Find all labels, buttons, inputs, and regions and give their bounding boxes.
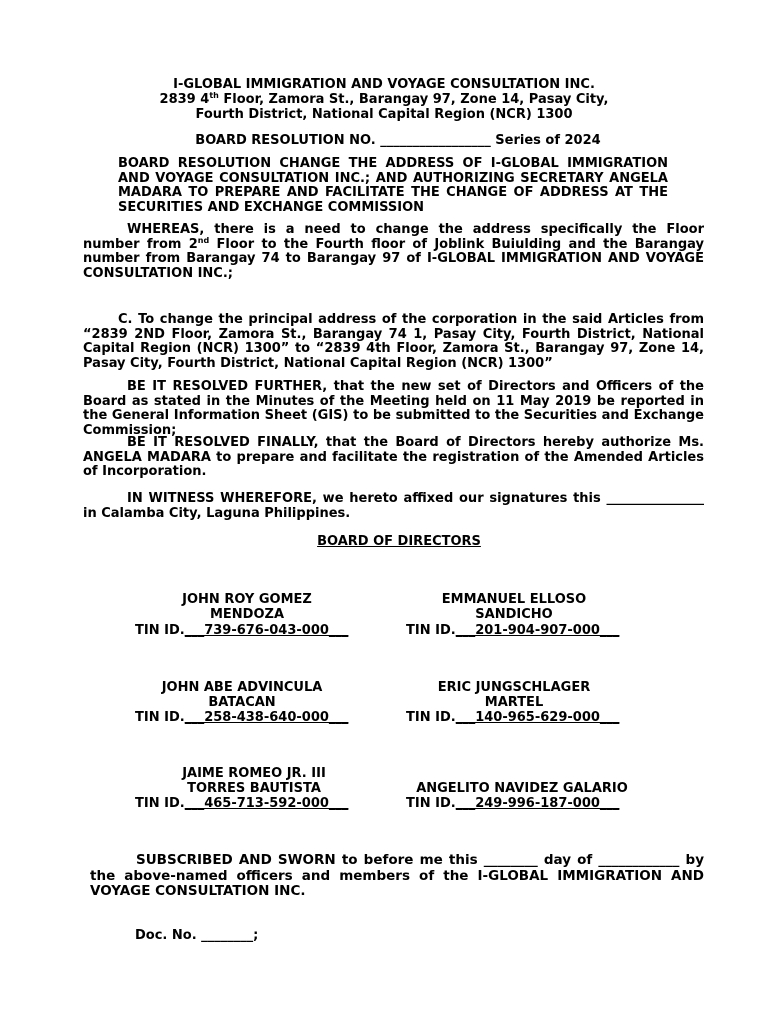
director-name [129, 766, 379, 796]
whereas-sup: nd [197, 235, 210, 245]
clause-c [83, 313, 704, 371]
director-name [117, 680, 367, 710]
director-name-line2: MARTEL [484, 695, 544, 710]
director-tin [406, 710, 619, 725]
director-name-line2: BATACAN [208, 695, 276, 710]
tin-number: ___258-438-640-000___ [184, 710, 349, 725]
director-name-line1: JAIME ROMEO JR. III [182, 766, 326, 781]
clause-c-text: C. To change the principal address of the corporation in the said Articles from “2839 2ND Floor, Zamora St., Barangay 74 1, Pasay City, Fourth District, National Capital Region (NCR) 1300” to “2839 4th Floor, Zamora St., Barangay 97, Zone 14, Pasay City, Fourth District, National Capital Region (NCR) 1300” [83, 312, 704, 371]
address-line1-sup: th [209, 91, 219, 100]
director-name-line2: SANDICHO [475, 607, 553, 622]
director-name-line2: TORRES BAUTISTA [187, 781, 321, 796]
director-name-line1: EMMANUEL ELLOSO [441, 592, 587, 607]
address-line1-pre: 2839 4 [159, 92, 210, 107]
director-name [389, 592, 639, 622]
tin-label: TIN ID. [406, 623, 456, 638]
director-name-line1: JOHN ROY GOMEZ [182, 592, 312, 607]
tin-number: ___465-713-592-000___ [184, 796, 349, 811]
whereas-clause [83, 223, 704, 281]
tin-number: ___201-904-907-000___ [455, 623, 620, 638]
subscribed-sworn [90, 853, 704, 900]
director-tin [406, 623, 619, 638]
director-name-line1: JOHN ABE ADVINCULA [161, 680, 323, 695]
tin-label: TIN ID. [135, 796, 185, 811]
doc-number: Doc. No. ________; [135, 928, 259, 943]
director-tin [135, 796, 348, 811]
director-tin [406, 796, 619, 811]
whereas-pre: WHEREAS, there is a need to change the address specifically the Floor number from 2 [83, 222, 704, 252]
tin-number: ___739-676-043-000___ [184, 623, 349, 638]
resolved-further-text: BE IT RESOLVED FURTHER, that the new set of Directors and Officers of the Board as stated in the Minutes of the Meeting held on 11 May 2019 be reported in the General Information Sheet (GIS) to be submitted to the Securities and Exchange Commission; [83, 379, 704, 438]
resolved-further [83, 380, 704, 438]
director-name [396, 781, 648, 796]
director-name-line2: ANGELITO NAVIDEZ GALARIO [416, 781, 628, 796]
director-tin [135, 623, 348, 638]
resolution-title: BOARD RESOLUTION CHANGE THE ADDRESS OF I-GLOBAL IMMIGRATION AND VOYAGE CONSULTATION INC.; AND AUTHORIZING SECRETARY ANGELA MADARA TO PREPARE AND FACILITATE THE CHANGE OF ADDRESS AT THE SECURITIES AND EXCHANGE COMMISSION [118, 156, 668, 215]
document-header [0, 77, 768, 122]
director-tin [135, 710, 348, 725]
director-name-line2: MENDOZA [209, 607, 285, 622]
resolution-number: BOARD RESOLUTION NO. _________________ Series of 2024 [195, 133, 601, 148]
tin-label: TIN ID. [406, 710, 456, 725]
company-address-line2: Fourth District, National Capital Region (NCR) 1300 [195, 107, 573, 122]
witness-text: IN WITNESS WHEREFORE, we hereto affixed our signatures this _______________ in Calamba City, Laguna Philippines. [83, 491, 704, 521]
director-name [122, 592, 372, 622]
resolved-finally-text: BE IT RESOLVED FINALLY, that the Board of Directors hereby authorize Ms. ANGELA MADARA to prepare and facilitate the registration of the Amended Articles of Incorporation. [83, 435, 704, 480]
address-line1-post: Floor, Zamora St., Barangay 97, Zone 14, Pasay City, [218, 92, 609, 107]
company-name: I-GLOBAL IMMIGRATION AND VOYAGE CONSULTATION INC. [173, 77, 595, 92]
tin-label: TIN ID. [135, 710, 185, 725]
tin-label: TIN ID. [406, 796, 456, 811]
director-name [389, 680, 639, 710]
witness-clause [83, 492, 704, 521]
board-of-directors-title: BOARD OF DIRECTORS [317, 534, 481, 549]
director-name-line1: ERIC JUNGSCHLAGER [437, 680, 591, 695]
tin-label: TIN ID. [135, 623, 185, 638]
subscribed-text: SUBSCRIBED AND SWORN to before me this ________ day of ____________ by the above-named officers and members of the I-GLOBAL IMMIGRATION AND VOYAGE CONSULTATION INC. [90, 852, 704, 899]
whereas-post: Floor to the Fourth floor of Joblink Buiulding and the Barangay number from Barangay 74 to Barangay 97 of I-GLOBAL IMMIGRATION AND VOYAGE CONSULTATION INC.; [83, 236, 704, 281]
tin-number: ___249-996-187-000___ [455, 796, 620, 811]
resolved-finally [83, 436, 704, 480]
tin-number: ___140-965-629-000___ [455, 710, 620, 725]
company-address-line1 [0, 92, 768, 107]
